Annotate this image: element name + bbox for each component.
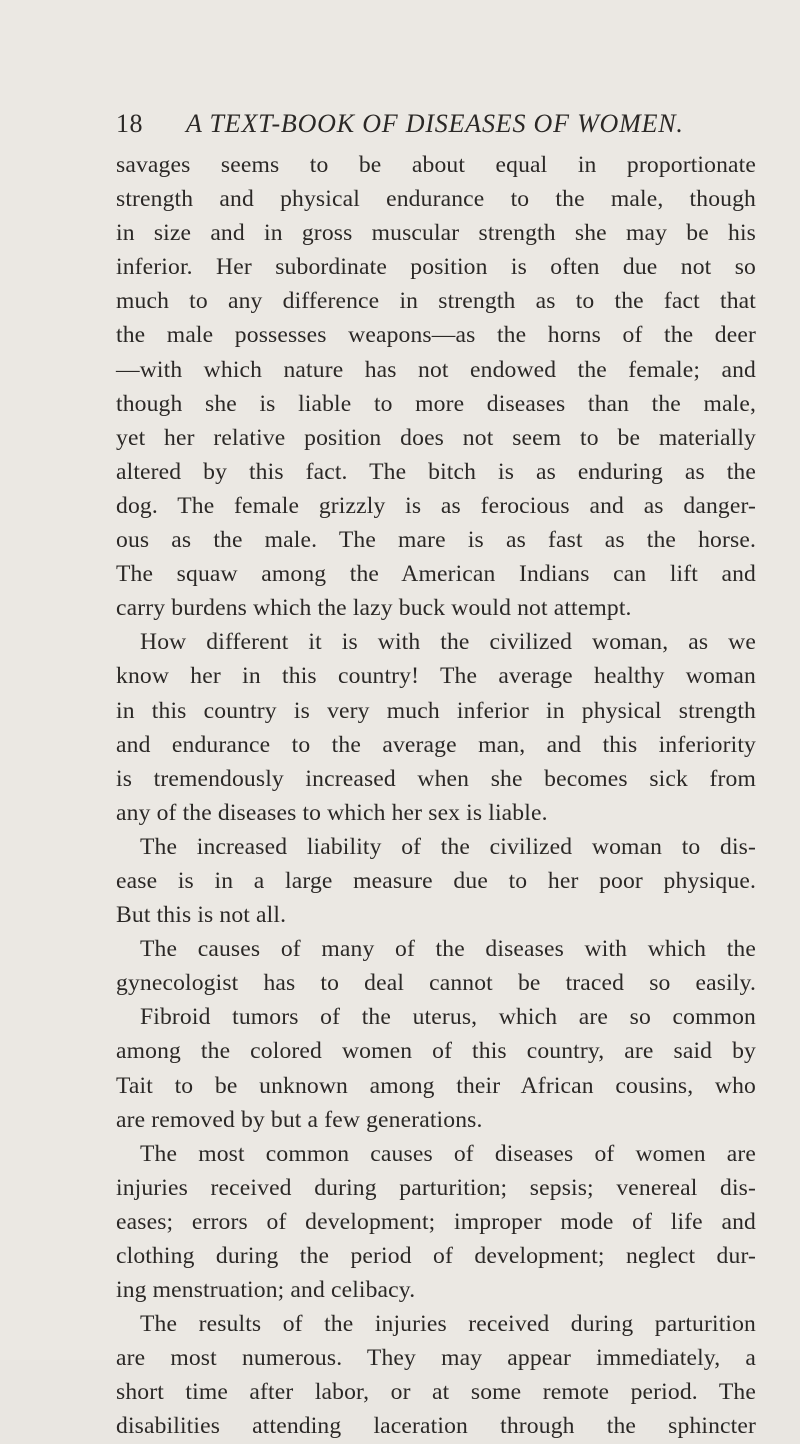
text-line: The increased liability of the civilized woman to dis- xyxy=(140,833,756,860)
text-line: any of the diseases to which her sex is liable. xyxy=(116,799,548,826)
text-line: But this is not all. xyxy=(116,902,287,929)
text-line: How different it is with the civilized woman, as we xyxy=(140,629,756,656)
text-line: the male possesses weapons—as the horns of the deer xyxy=(116,322,756,349)
text-line: and endurance to the average man, and this inferiority xyxy=(116,731,756,758)
text-line: know her in this country! The average healthy woman xyxy=(116,663,756,690)
text-line: in this country is very much inferior in physical strength xyxy=(116,697,756,724)
page-number: 18 xyxy=(116,109,143,138)
text-line: among the colored women of this country, are said by xyxy=(116,1038,756,1065)
text-line: disabilities attending laceration through the sphincter xyxy=(116,1413,756,1440)
text-line: ing menstruation; and celibacy. xyxy=(116,1277,416,1304)
text-line: The results of the injuries received during parturition xyxy=(140,1311,756,1338)
text-line: dog. The female grizzly is as ferocious and as danger- xyxy=(116,492,756,519)
text-line: is tremendously increased when she becomes sick from xyxy=(116,765,756,792)
text-line: much to any difference in strength as to the fact that xyxy=(116,288,756,315)
text-line: are removed by but a few generations. xyxy=(116,1106,483,1133)
text-line: though she is liable to more diseases than the male, xyxy=(116,390,756,417)
text-line: Tait to be unknown among their African cousins, who xyxy=(116,1072,756,1099)
text-line: ous as the male. The mare is as fast as the horse. xyxy=(116,527,756,554)
text-line: are most numerous. They may appear immediately, a xyxy=(116,1345,756,1372)
text-line: clothing during the period of development; neglect dur- xyxy=(116,1243,756,1269)
text-line: yet her relative position does not seem to be materially xyxy=(116,424,756,451)
text-line: Fibroid tumors of the uterus, which are so common xyxy=(140,1004,756,1031)
text-line: The squaw among the American Indians can lift and xyxy=(116,561,756,588)
text-line: inferior. Her subordinate position is often due not so xyxy=(116,254,756,281)
text-line: ease is in a large measure due to her poor physique. xyxy=(116,867,756,894)
text-line: The causes of many of the diseases with which the xyxy=(140,936,756,963)
text-line: strength and physical endurance to the male, though xyxy=(116,186,756,213)
text-line: gynecologist has to deal cannot be traced so easily. xyxy=(116,970,756,997)
text-line: carry burdens which the lazy buck would not attempt. xyxy=(116,595,632,622)
text-line: —with which nature has not endowed the female; and xyxy=(116,356,756,383)
running-title: A TEXT-BOOK OF DISEASES OF WOMEN. xyxy=(186,109,684,138)
text-line: short time after labor, or at some remote period. The xyxy=(116,1379,756,1406)
text-line: altered by this fact. The bitch is as enduring as the xyxy=(116,458,756,485)
text-line: eases; errors of development; improper mode of life and xyxy=(116,1208,756,1235)
text-line: savages seems to be about equal in proportionate xyxy=(116,152,756,178)
text-line: The most common causes of diseases of women are xyxy=(140,1140,756,1167)
text-line: injuries received during parturition; sepsis; venereal dis- xyxy=(116,1174,756,1201)
running-head xyxy=(116,104,736,144)
body-text xyxy=(116,148,756,1444)
text-line: in size and in gross muscular strength she may be his xyxy=(116,220,756,247)
